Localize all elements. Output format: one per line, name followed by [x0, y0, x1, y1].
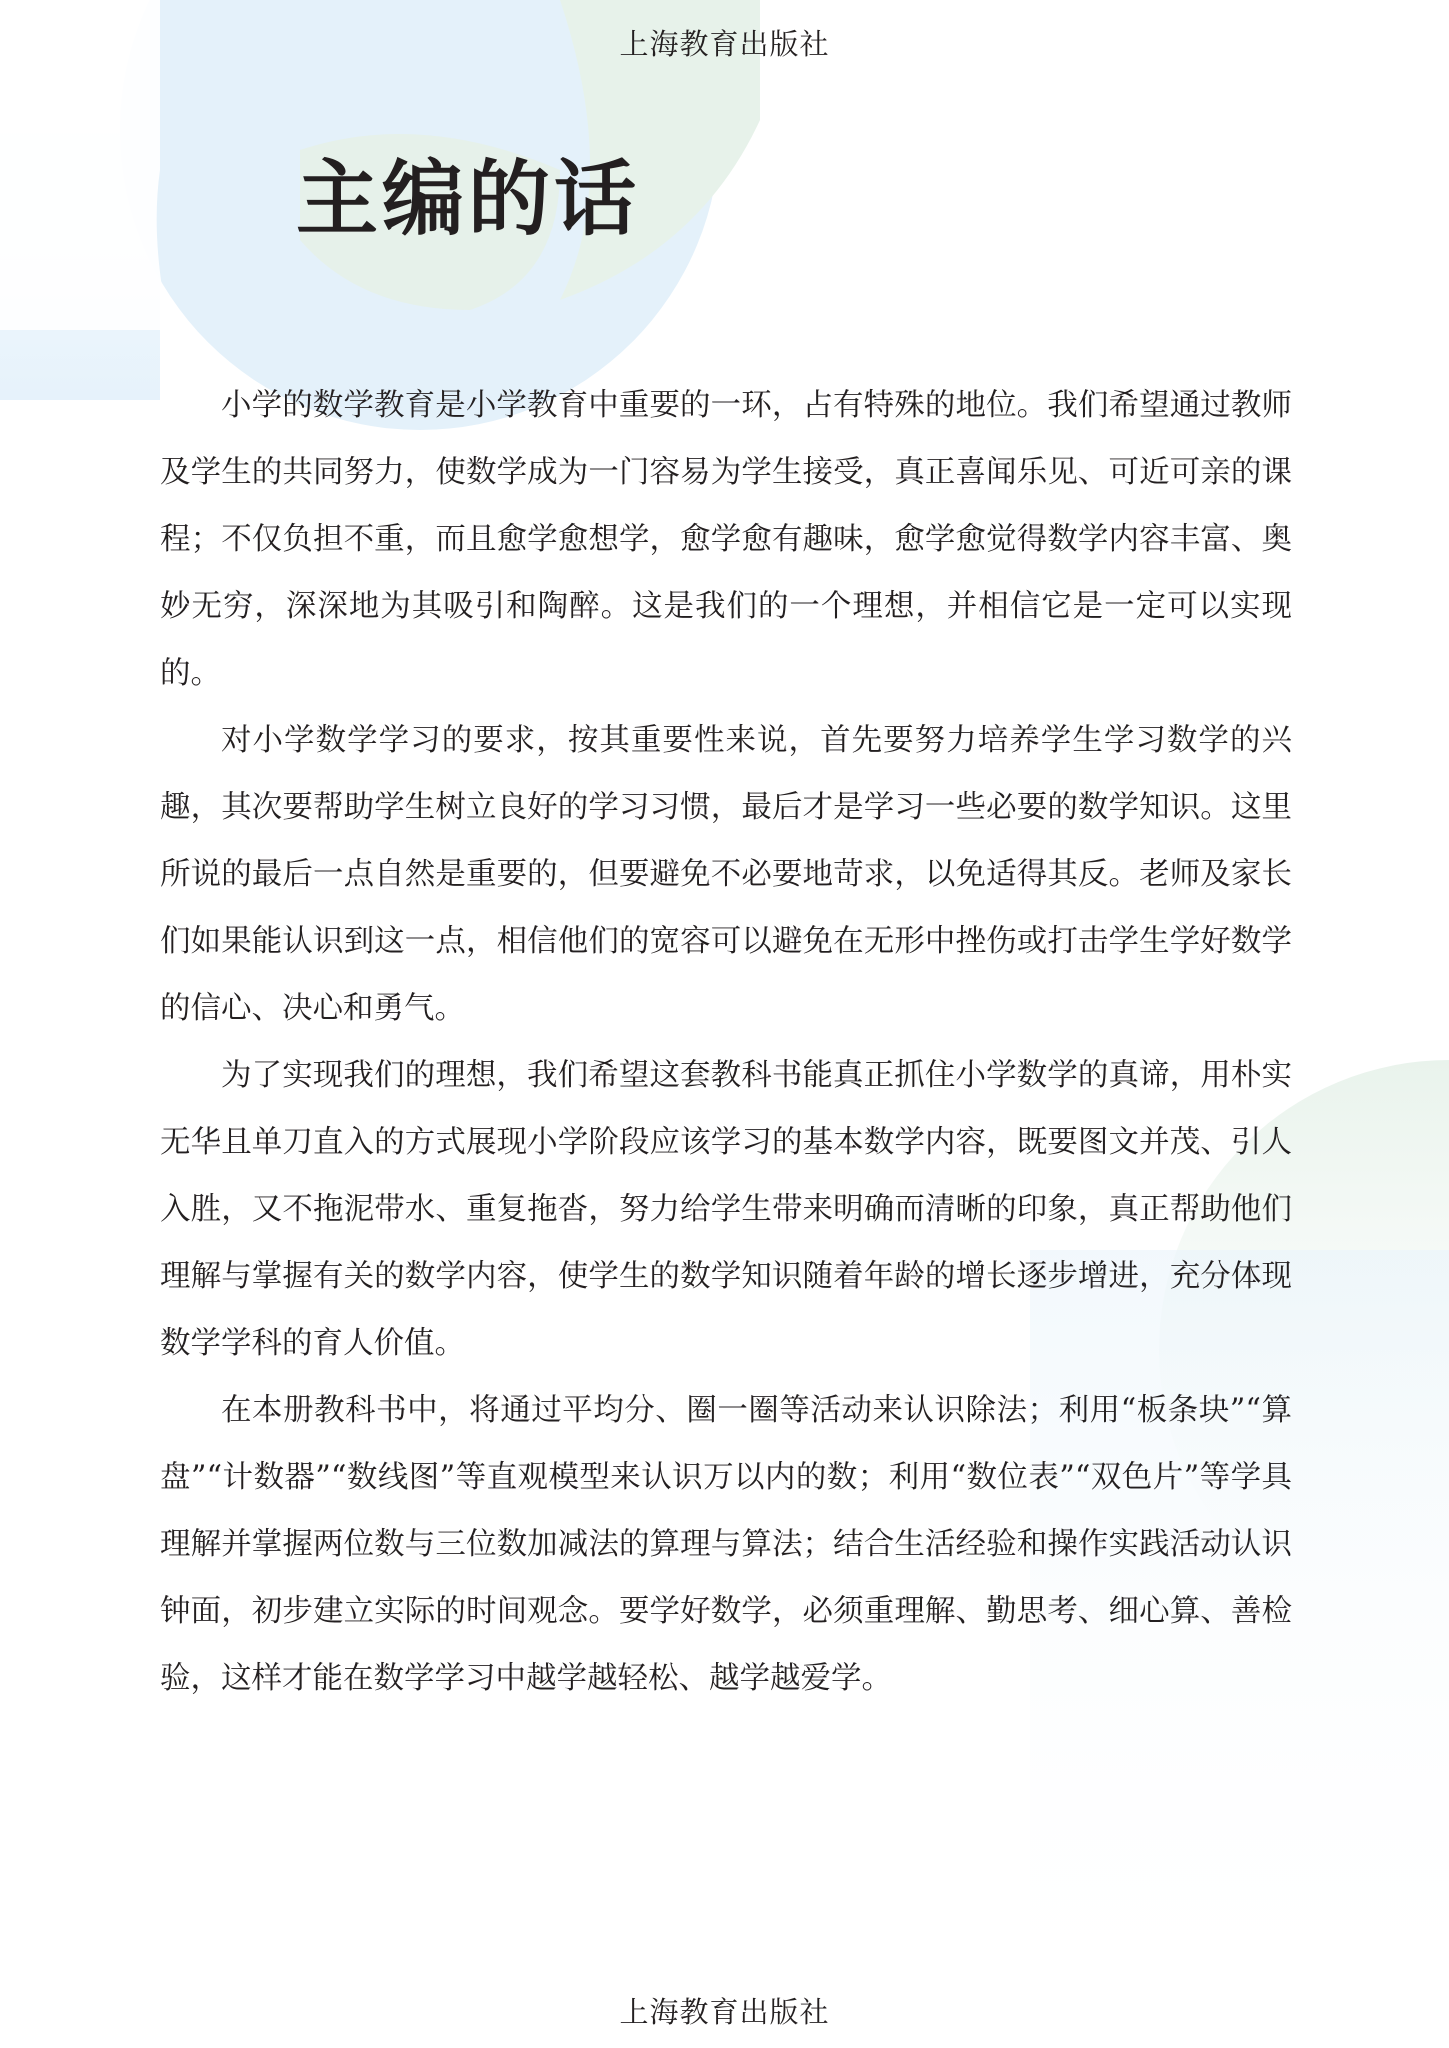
- paragraph-3: 为了实现我们的理想，我们希望这套教科书能真正抓住小学数学的真谛，用朴实无华且单刀直入的方式展现小学阶段应该学习的基本数学内容，既要图文并茂、引人入胜，又不拖泥带水、重复拖沓，努力给学生带来明确而清晰的印象，真正帮助他们理解与掌握有关的数学内容，使学生的数学知识随着年龄的增长逐步增进，充分体现数学学科的育人价值。: [160, 1058, 1292, 1361]
- publisher-footer: 上海教育出版社: [619, 1995, 830, 2029]
- page-title: 主编的话: [296, 151, 641, 247]
- paragraph-1: 小学的数学教育是小学教育中重要的一环，占有特殊的地位。我们希望通过教师及学生的共同努力，使数学成为一门容易为学生接受，真正喜闻乐见、可近可亲的课程；不仅负担不重，而且愈学愈想学，愈学愈有趣味，愈学愈觉得数学内容丰富、奥妙无穷，深深地为其吸引和陶醉。这是我们的一个理想，并相信它是一定可以实现的。: [160, 388, 1292, 691]
- body-text: [160, 372, 1292, 1712]
- paragraph-4: 在本册教科书中，将通过平均分、圈一圈等活动来认识除法；利用“板条块”“算盘”“计数器”“数线图”等直观模型来认识万以内的数；利用“数位表”“双色片”等学具理解并掌握两位数与三位数加减法的算理与算法；结合生活经验和操作实践活动认识钟面，初步建立实际的时间观念。要学好数学，必须重理解、勤思考、细心算、善检验，这样才能在数学学习中越学越轻松、越学越爱学。: [160, 1393, 1292, 1696]
- paragraph-2: 对小学数学学习的要求，按其重要性来说，首先要努力培养学生学习数学的兴趣，其次要帮助学生树立良好的学习习惯，最后才是学习一些必要的数学知识。这里所说的最后一点自然是重要的，但要避免不必要地苛求，以免适得其反。老师及家长们如果能认识到这一点，相信他们的宽容可以避免在无形中挫伤或打击学生学好数学的信心、决心和勇气。: [160, 723, 1292, 1026]
- publisher-header: 上海教育出版社: [619, 27, 830, 61]
